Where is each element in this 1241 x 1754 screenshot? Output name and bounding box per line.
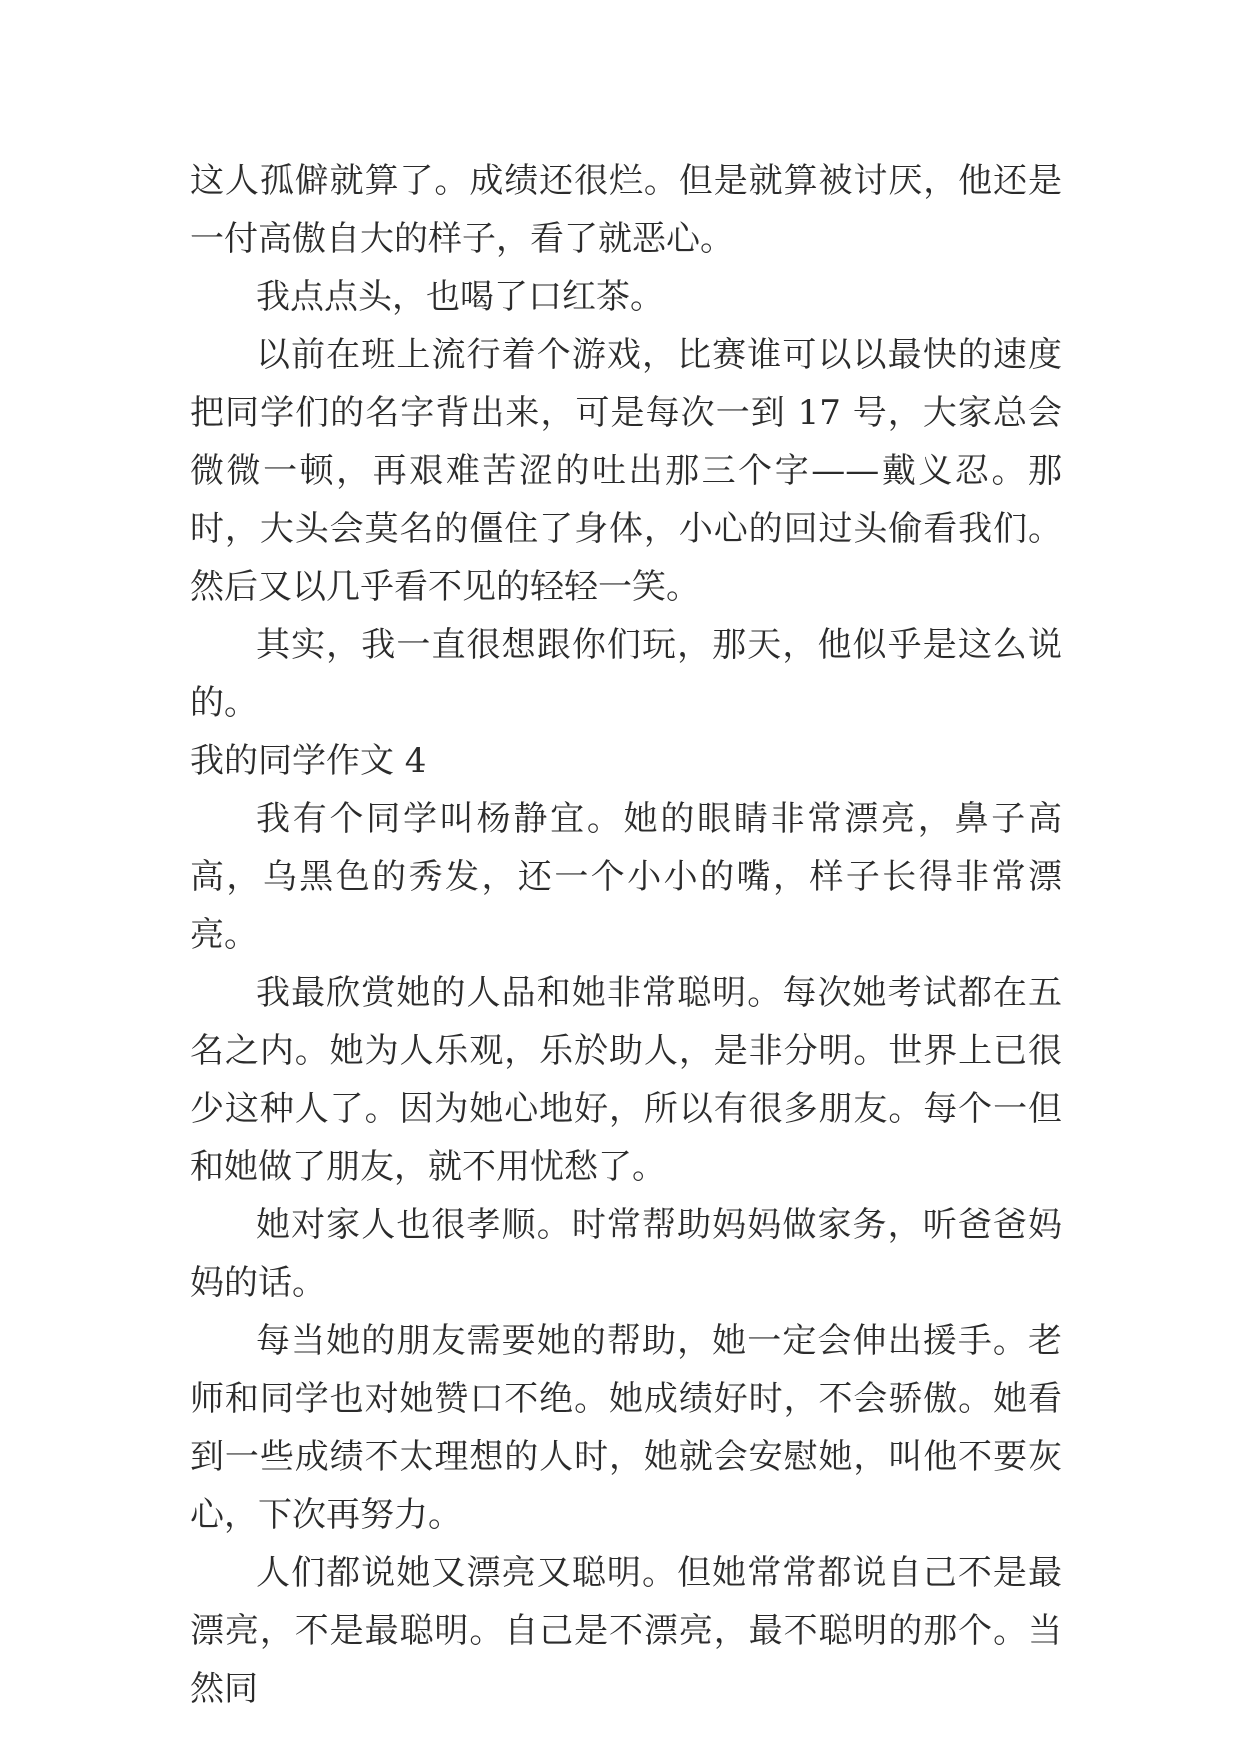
paragraph: 她对家人也很孝顺。时常帮助妈妈做家务，听爸爸妈妈的话。 bbox=[190, 1205, 1062, 1303]
paragraph: 我最欣赏她的人品和她非常聪明。每次她考试都在五名之内。她为人乐观，乐於助人，是非分明。世界上已很少这种人了。因为她心地好，所以有很多朋友。每个一但和她做了朋友，就不用忧愁了。 bbox=[190, 973, 1062, 1187]
section-heading: 我的同学作文 4 bbox=[190, 741, 427, 781]
paragraph: 其实，我一直很想跟你们玩，那天，他似乎是这么说的。 bbox=[190, 625, 1062, 723]
paragraph: 我有个同学叫杨静宜。她的眼睛非常漂亮，鼻子高高，乌黑色的秀发，还一个小小的嘴，样子长得非常漂亮。 bbox=[190, 799, 1062, 955]
paragraph: 每当她的朋友需要她的帮助，她一定会伸出援手。老师和同学也对她赞口不绝。她成绩好时，不会骄傲。她看到一些成绩不太理想的人时，她就会安慰她，叫他不要灰心，下次再努力。 bbox=[190, 1321, 1062, 1535]
paragraph: 这人孤僻就算了。成绩还很烂。但是就算被讨厌，他还是一付高傲自大的样子，看了就恶心。 bbox=[190, 161, 1062, 259]
paragraph: 我点点头，也喝了口红茶。 bbox=[256, 277, 664, 317]
paragraph: 人们都说她又漂亮又聪明。但她常常都说自己不是最漂亮，不是最聪明。自己是不漂亮，最不聪明的那个。当然同 bbox=[190, 1553, 1062, 1709]
document-body bbox=[190, 152, 1062, 1718]
paragraph: 以前在班上流行着个游戏，比赛谁可以以最快的速度把同学们的名字背出来，可是每次一到 17 号，大家总会微微一顿，再艰难苦涩的吐出那三个字——戴义忍。那时，大头会莫名的僵住了身体，小心的回过头偷看我们。然后又以几乎看不见的轻轻一笑。 bbox=[190, 335, 1062, 607]
